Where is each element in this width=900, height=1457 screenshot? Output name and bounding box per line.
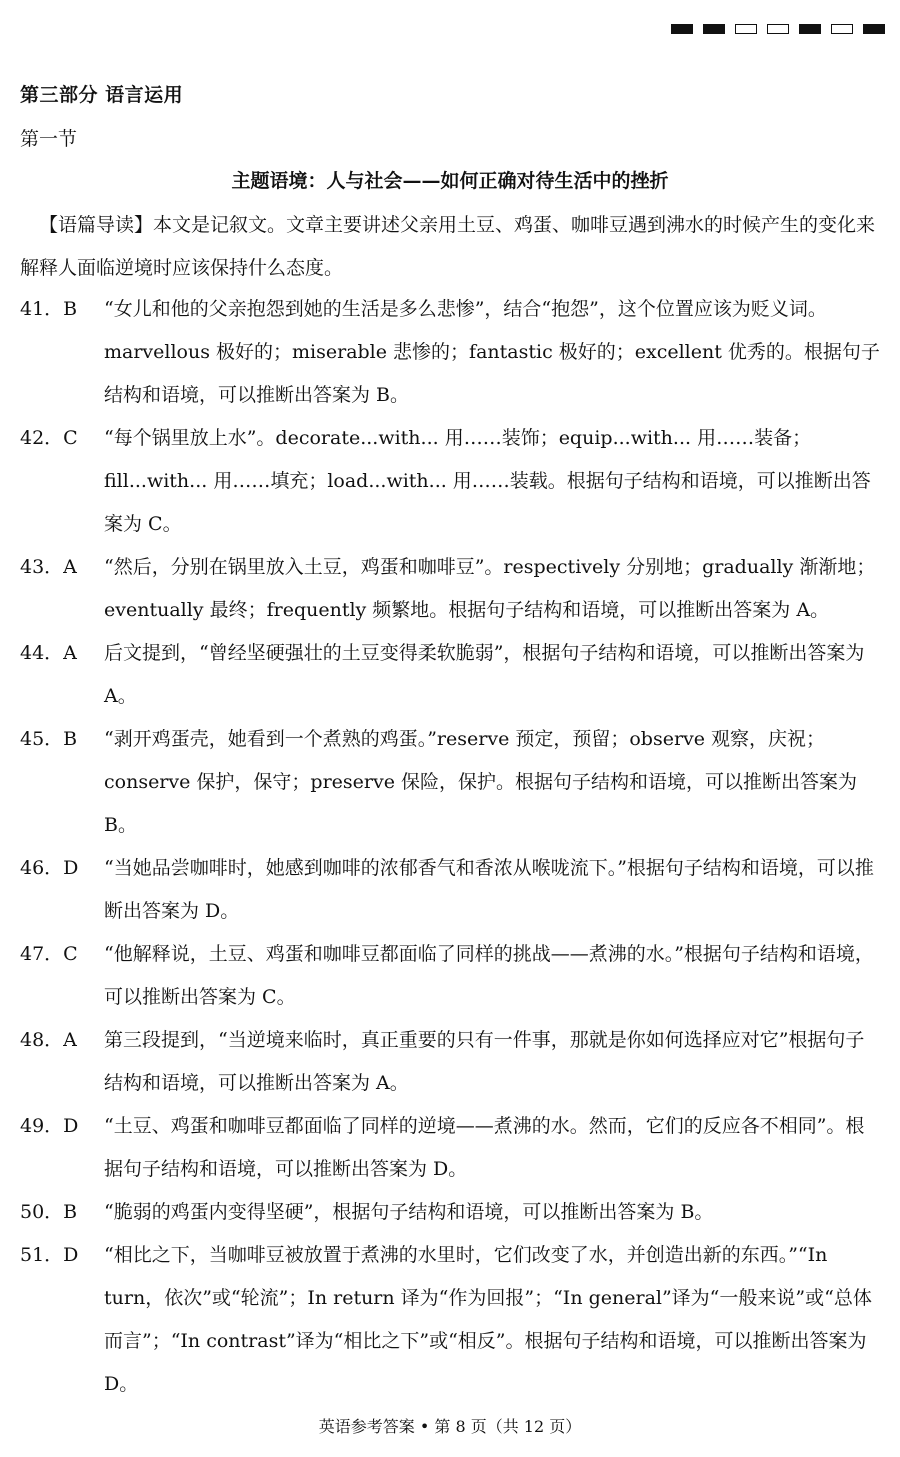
answer-item <box>20 288 880 417</box>
answer-item <box>20 1234 880 1406</box>
subsection-title: 第一节 <box>20 128 78 150</box>
answer-explanation: “他解释说，土豆、鸡蛋和咖啡豆都面临了同样的挑战——煮沸的水。”根据句子结构和语境，可以推断出答案为 C。 <box>104 943 874 1008</box>
filled-square-mark <box>799 24 821 34</box>
page-footer: 英语参考答案 • 第 8 页（共 12 页） <box>318 1417 582 1436</box>
answer-item <box>20 632 880 718</box>
answer-number: 44．A <box>20 642 77 664</box>
filled-square-mark <box>703 24 725 34</box>
answer-explanation: “当她品尝咖啡时，她感到咖啡的浓郁香气和香浓从喉咙流下。”根据句子结构和语境，可以推断出答案为 D。 <box>104 857 874 922</box>
answer-number: 45．B <box>20 728 78 750</box>
answer-explanation: “女儿和他的父亲抱怨到她的生活是多么悲惨”，结合“抱怨”，这个位置应该为贬义词。marvellous 极好的；miserable 悲惨的；fantastic 极好的；excellent 优秀的。根据句子结构和语境，可以推断出答案为 B。 <box>104 298 880 406</box>
answer-explanation: “剥开鸡蛋壳，她看到一个煮熟的鸡蛋。”reserve 预定，预留；observe 观察，庆祝；conserve 保护，保守；preserve 保险，保护。根据句子结构和语境，可以推断出答案为 B。 <box>104 728 857 836</box>
answer-explanation: “然后，分别在锅里放入土豆，鸡蛋和咖啡豆”。respectively 分别地；gradually 渐渐地；eventually 最终；frequently 频繁地。根据句子结构和语境，可以推断出答案为 A。 <box>104 556 876 621</box>
answer-explanation: 第三段提到，“当逆境来临时，真正重要的只有一件事，那就是你如何选择应对它”根据句子结构和语境，可以推断出答案为 A。 <box>104 1029 865 1094</box>
answer-number: 49．D <box>20 1115 79 1137</box>
answer-explanation: 后文提到，“曾经坚硬强壮的土豆变得柔软脆弱”，根据句子结构和语境，可以推断出答案为 A。 <box>104 642 865 707</box>
answer-item <box>20 1019 880 1105</box>
answer-item <box>20 847 880 933</box>
section-title: 第三部分 语言运用 <box>20 84 184 106</box>
header-marks <box>671 24 885 34</box>
answer-explanation: “脆弱的鸡蛋内变得坚硬”，根据句子结构和语境，可以推断出答案为 B。 <box>104 1201 714 1223</box>
passage-intro: 【语篇导读】本文是记叙文。文章主要讲述父亲用土豆、鸡蛋、咖啡豆遇到沸水的时候产生的变化来解释人面临逆境时应该保持什么态度。 <box>20 214 876 279</box>
answer-item <box>20 1191 880 1234</box>
filled-square-mark <box>863 24 885 34</box>
answer-explanation: “土豆、鸡蛋和咖啡豆都面临了同样的逆境——煮沸的水。然而，它们的反应各不相同”。根据句子结构和语境，可以推断出答案为 D。 <box>104 1115 865 1180</box>
empty-square-mark <box>831 24 853 34</box>
answer-number: 46．D <box>20 857 79 879</box>
answer-item <box>20 546 880 632</box>
filled-square-mark <box>671 24 693 34</box>
answer-item <box>20 417 880 546</box>
answer-item <box>20 933 880 1019</box>
empty-square-mark <box>735 24 757 34</box>
answer-list <box>20 288 880 1406</box>
empty-square-mark <box>767 24 789 34</box>
topic-heading: 主题语境：人与社会——如何正确对待生活中的挫折 <box>231 170 669 192</box>
answer-number: 51．D <box>20 1244 79 1266</box>
answer-number: 42．C <box>20 427 78 449</box>
answer-item <box>20 718 880 847</box>
answer-explanation: “相比之下，当咖啡豆被放置于煮沸的水里时，它们改变了水，并创造出新的东西。”“In turn，依次”或“轮流”；In return 译为“作为回报”；“In general”译为“一般来说”或“总体而言”；“In contrast”译为“相比之下”或“相反”。根据句子结构和语境，可以推断出答案为 D。 <box>104 1244 872 1395</box>
answer-number: 50．B <box>20 1201 78 1223</box>
answer-number: 43．A <box>20 556 77 578</box>
answer-number: 41．B <box>20 298 78 320</box>
answer-number: 47．C <box>20 943 78 965</box>
answer-item <box>20 1105 880 1191</box>
answer-number: 48．A <box>20 1029 77 1051</box>
answer-explanation: “每个锅里放上水”。decorate...with... 用……装饰；equip...with... 用……装备；fill...with... 用……填充；load...with... 用……装载。根据句子结构和语境，可以推断出答案为 C。 <box>104 427 871 535</box>
